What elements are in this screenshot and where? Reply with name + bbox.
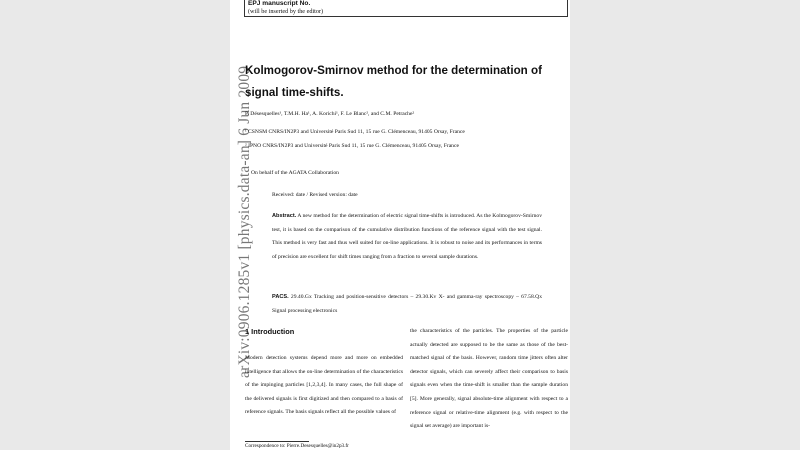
pacs-label: PACS. <box>272 294 289 300</box>
pacs-codes <box>272 291 542 318</box>
received-date: Received: date / Revised version: date <box>272 192 358 198</box>
section-heading-introduction: 1 Introduction <box>245 327 295 336</box>
affiliation-1: ¹ CSNSM CNRS/IN2P3 and Université Paris Sud 11, 15 rue G. Clémenceau, 91405 Orsay, France <box>245 129 465 135</box>
collaboration-note: On behalf of the AGATA Collaboration <box>251 170 339 176</box>
abstract <box>272 210 542 264</box>
manuscript-number: EPJ manuscript No. <box>248 0 311 7</box>
paper-title: Kolmogorov-Smirnov method for the determination of signal time-shifts. <box>245 64 542 99</box>
author-list: P. Désesquelles¹, T.M.H. Ha¹, A. Korichi¹, F. Le Blanc², and C.M. Petrache² <box>245 111 415 117</box>
arxiv-identifier: arXiv:0906.1285v1 [physics.data-an] 6 Jun 2009 <box>236 65 253 378</box>
editor-note: (will be inserted by the editor) <box>248 8 324 15</box>
abstract-label: Abstract. <box>272 213 297 219</box>
intro-column-2: the characteristics of the particles. The properties of the particle actually detected are supposed to be the same as those of the best-matched signal of the basis. However, random time jitters often alter detector signals, which can severely affect their comparison to basis signals even when the time-shift is smaller than the sample duration [5]. More generally, signal absolute-time alignment with respect to a reference signal or relative-time alignment (e.g. with respect to the signal set average) are important is- <box>410 328 568 430</box>
correspondence-footnote: Correspondence to: Pierre.Desesquelles@in2p3.fr <box>245 443 349 449</box>
affiliation-2: ² IPNO CNRS/IN2P3 and Université Paris Sud 11, 15 rue G. Clémenceau, 91405 Orsay, France <box>245 143 459 149</box>
footnote-rule <box>245 441 309 442</box>
intro-column-1: Modern detection systems depend more and more on embedded intelligence that allows the on-line determination of the characteristics of the impinging particles [1,2,3,4]. In many cases, the full shape of the delivered signals is first digitized and then compared to a basis of reference signals. The basis signals reflect all the possible values of <box>245 355 403 416</box>
manuscript-header-box <box>244 0 568 17</box>
abstract-text: A new method for the determination of electric signal time-shifts is introduced. As the Kolmogorov-Smirnov test, it is based on the comparison of the cumulative distribution functions of the reference signal with the test signal. This method is very fast and thus well suited for on-line applications. It is robust to noise and its performances in terms of precision are excellent for shift times ranging from a fraction to several sample durations. <box>272 213 542 260</box>
left-margin <box>0 0 230 450</box>
pacs-text: 29.40.Gx Tracking and position-sensitive detectors – 29.30.Kv X- and gamma-ray spectroscopy – 67.58.Qx Signal processing electronics <box>272 294 542 314</box>
